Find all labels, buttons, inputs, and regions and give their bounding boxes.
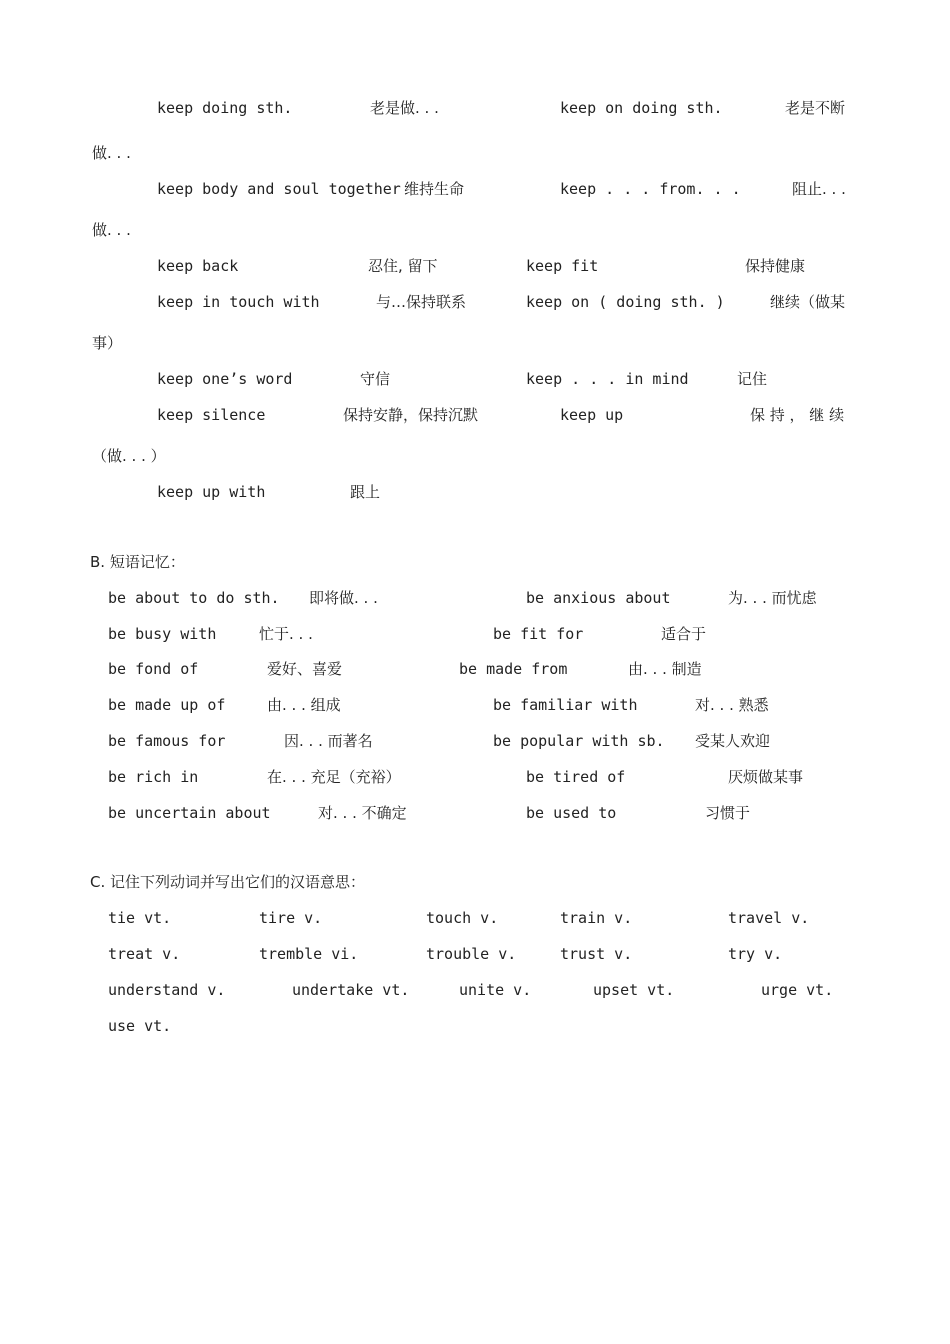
phrase-en: keep fit [526,257,599,275]
phrase-en: keep on doing sth. [560,99,723,117]
phrase-en: be used to [526,804,617,822]
phrase-cn: 习惯于 [705,804,751,822]
phrase-en: be famous for [108,732,226,750]
verb-item: tremble vi. [259,945,359,963]
phrase-cn: 维持生命 [404,180,465,198]
phrase-cn-wrap: 做. . . [92,144,131,162]
phrase-cn: 守信 [360,370,391,388]
phrase-cn: 对. . . 不确定 [318,804,407,822]
phrase-cn: 忙于. . . [259,625,313,643]
phrase-en: be familiar with [493,696,638,714]
phrase-cn: 为. . . 而忧虑 [728,589,817,607]
phrase-en: be made from [459,660,568,678]
phrase-en: be about to do sth. [108,589,280,607]
phrase-cn: 老是做. . . [370,99,439,117]
phrase-cn: 老是不断 [785,99,846,117]
phrase-en: keep back [157,257,239,275]
phrase-cn: 爱好、喜爱 [267,660,343,678]
phrase-cn: 阻止. . . [792,180,846,198]
phrase-cn: 对. . . 熟悉 [695,696,769,714]
verb-item: tie vt. [108,909,172,927]
verb-item: trouble v. [426,945,517,963]
phrase-cn: 适合于 [661,625,707,643]
phrase-cn-wrap: 做. . . [92,221,131,239]
phrase-en: be uncertain about [108,804,271,822]
phrase-en: keep one’s word [157,370,293,388]
phrase-cn: 因. . . 而著名 [284,732,373,750]
phrase-en: be rich in [108,768,199,786]
verb-item: treat v. [108,945,181,963]
section-b-heading: B. 短语记忆： [90,553,185,571]
phrase-en: keep up with [157,483,266,501]
verb-item: touch v. [426,909,499,927]
phrase-en: be popular with sb. [493,732,665,750]
verb-item: train v. [560,909,633,927]
verb-item: trust v. [560,945,633,963]
section-c-heading: C. 记住下列动词并写出它们的汉语意思： [90,873,366,891]
verb-item: understand v. [108,981,226,999]
verb-item: undertake vt. [292,981,410,999]
phrase-cn: 记住 [737,370,768,388]
phrase-en: be fond of [108,660,199,678]
phrase-cn: 由. . . 制造 [628,660,702,678]
verb-item: travel v. [728,909,810,927]
phrase-cn: 保持安静，保持沉默 [343,406,479,424]
phrase-cn: 由. . . 组成 [267,696,341,714]
phrase-en: keep doing sth. [157,99,293,117]
verb-item: upset vt. [593,981,675,999]
phrase-cn: 即将做. . . [309,589,378,607]
verb-item: use vt. [108,1017,172,1035]
phrase-cn: 保持健康 [745,257,806,275]
phrase-en: keep body and soul together [157,180,401,198]
phrase-en: keep . . . from. . . [560,180,741,198]
phrase-en: be fit for [493,625,584,643]
phrase-cn: 在. . . 充足（充裕） [267,768,401,786]
phrase-cn: 继续（做某 [770,293,846,311]
phrase-en: be busy with [108,625,217,643]
phrase-en: be anxious about [526,589,671,607]
verb-item: urge vt. [761,981,834,999]
phrase-en: keep . . . in mind [526,370,689,388]
phrase-cn: 跟上 [350,483,381,501]
phrase-cn: 保 持 ， 继 续 [750,406,845,424]
phrase-cn: 忍住, 留下 [368,257,438,275]
verb-item: try v. [728,945,783,963]
phrase-en: keep on ( doing sth. ) [526,293,725,311]
verb-item: unite v. [459,981,532,999]
phrase-cn: 厌烦做某事 [728,768,804,786]
verb-item: tire v. [259,909,323,927]
phrase-en: keep in touch with [157,293,320,311]
phrase-en: be made up of [108,696,226,714]
phrase-cn: 受某人欢迎 [695,732,771,750]
phrase-en: keep silence [157,406,266,424]
phrase-en: be tired of [526,768,626,786]
phrase-cn-wrap: （做. . . ） [92,447,166,465]
phrase-cn: 与…保持联系 [376,293,467,311]
phrase-cn-wrap: 事） [92,334,123,352]
phrase-en: keep up [560,406,624,424]
